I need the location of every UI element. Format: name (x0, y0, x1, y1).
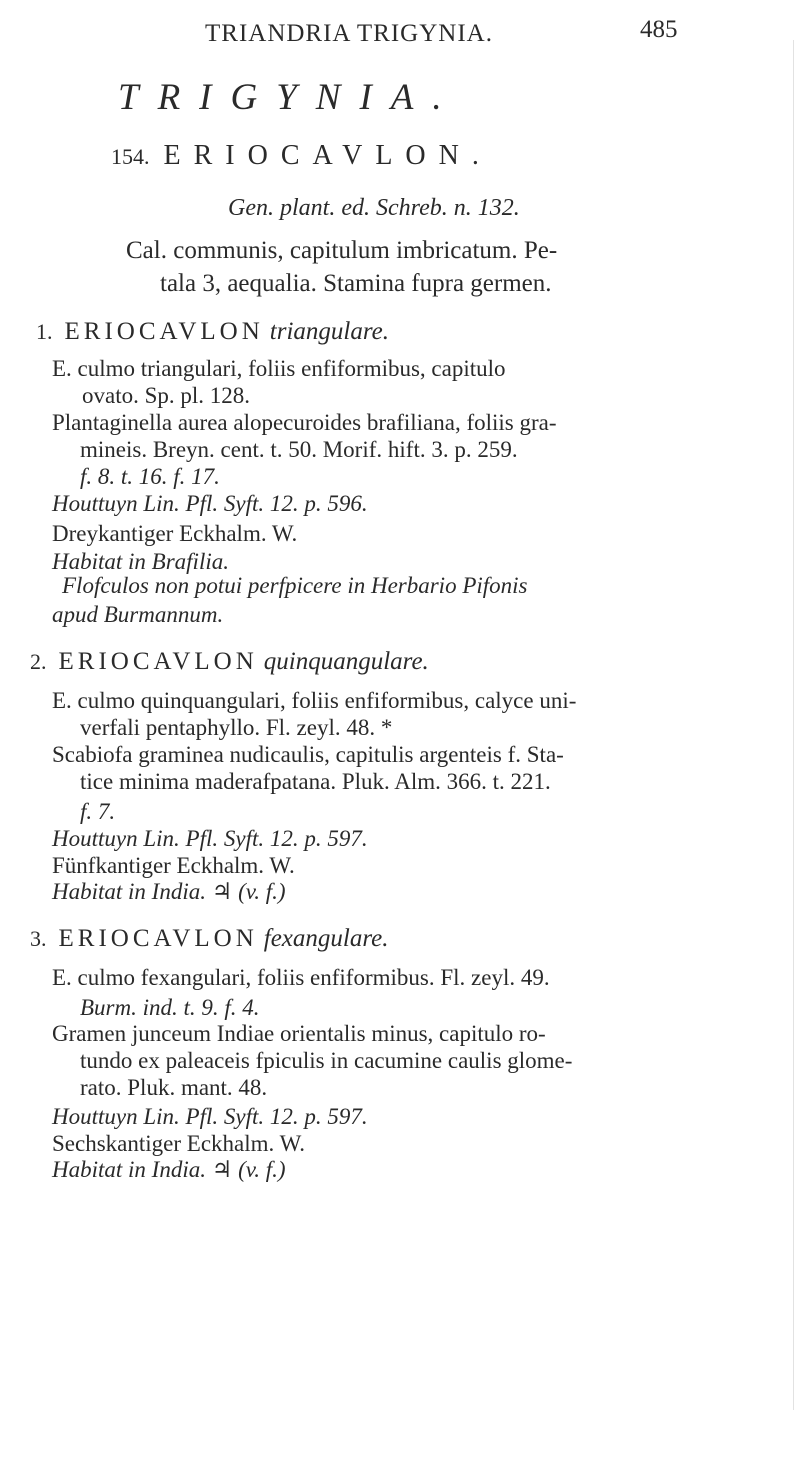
species-text-line: Habitat in India. ♃ (v. f.) (52, 879, 286, 904)
species-text-line: verfali pentaphyllo. Fl. zeyl. 48. * (80, 715, 393, 740)
species-number: 1. (36, 319, 53, 344)
species-text-line: Habitat in India. ♃ (v. f.) (52, 1157, 286, 1182)
species-heading (30, 925, 389, 953)
page-edge (793, 40, 794, 1410)
species-text-line: Gramen junceum Indiae orientalis minus, capitulo ro- (52, 1021, 546, 1046)
species-epithet: quinquangulare. (263, 648, 429, 675)
species-epithet: triangulare. (269, 318, 389, 345)
species-text-line: rato. Pluk. mant. 48. (80, 1075, 268, 1100)
species-text-line: Burm. ind. t. 9. f. 4. (80, 995, 260, 1020)
species-text-line: tice minima maderafpatana. Pluk. Alm. 366. t. 221. (80, 769, 551, 794)
species-epithet: fexangulare. (263, 925, 389, 952)
species-text-line: Houttuyn Lin. Pfl. Syft. 12. p. 597. (52, 1104, 368, 1129)
species-number: 2. (30, 649, 47, 674)
section-title: TRIGYNIA. (118, 77, 461, 118)
species-text-line: mineis. Breyn. cent. t. 50. Morif. hift. 3. p. 259. (80, 437, 518, 462)
running-head: TRIANDRIA TRIGYNIA. (205, 20, 493, 47)
species-text-line: E. culmo fexangulari, foliis enfiformibus. Fl. zeyl. 49. (52, 965, 550, 990)
species-text-line: ovato. Sp. pl. 128. (82, 383, 251, 408)
species-text-line: f. 7. (80, 799, 116, 824)
species-text-line: Sechskantiger Eckhalm. W. (52, 1131, 305, 1156)
species-genus-name: ERIOCAVLON (64, 318, 264, 345)
genus-heading (111, 140, 492, 172)
species-text-line: f. 8. t. 16. f. 17. (80, 464, 220, 489)
species-text-line: apud Burmannum. (52, 602, 224, 627)
species-heading (30, 648, 429, 676)
species-genus-name: ERIOCAVLON (58, 648, 258, 675)
genus-description-line: Cal. communis, capitulum imbricatum. Pe- (126, 237, 558, 264)
species-text-line: Houttuyn Lin. Pfl. Syft. 12. p. 596. (52, 491, 368, 516)
species-text-line: E. culmo quinquangulari, foliis enfiformibus, calyce uni- (52, 688, 577, 713)
species-number: 3. (30, 926, 47, 951)
species-text-line: tundo ex paleaceis fpiculis in cacumine caulis glome- (80, 1048, 573, 1073)
species-text-line: Scabiofa graminea nudicaulis, capitulis argenteis f. Sta- (52, 742, 564, 767)
genus-number: 154. (111, 144, 150, 169)
genus-reference: Gen. plant. ed. Schreb. n. 132. (228, 195, 520, 221)
species-text-line: Dreykantiger Eckhalm. W. (52, 521, 298, 546)
species-genus-name: ERIOCAVLON (58, 925, 258, 952)
species-text-line: E. culmo triangulari, foliis enfiformibus, capitulo (52, 356, 506, 381)
species-text-line: Habitat in Brafilia. (52, 549, 229, 574)
species-text-line: Houttuyn Lin. Pfl. Syft. 12. p. 597. (52, 826, 368, 851)
genus-name: ERIOCAVLON. (163, 140, 492, 171)
genus-description-line: tala 3, aequalia. Stamina fupra germen. (160, 270, 552, 297)
species-heading (36, 318, 389, 346)
page-number: 485 (640, 16, 678, 43)
species-text-line: Plantaginella aurea alopecuroides brafiliana, foliis gra- (52, 410, 557, 435)
species-text-line: Flofculos non potui perfpicere in Herbario Pifonis (62, 573, 528, 598)
species-text-line: Fünfkantiger Eckhalm. W. (52, 853, 295, 878)
